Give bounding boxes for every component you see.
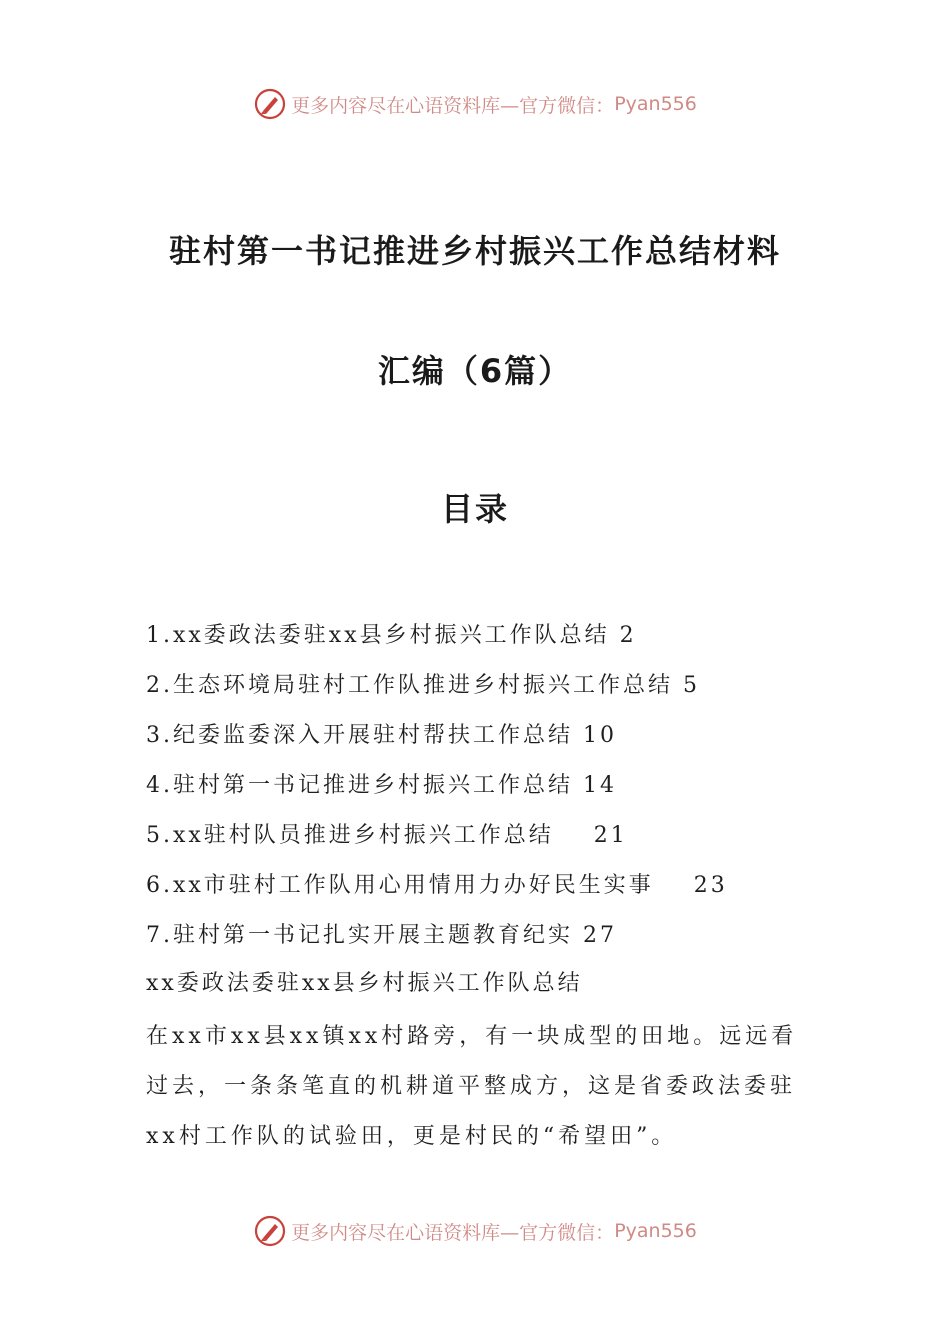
table-of-contents [146, 618, 826, 968]
section-heading: xx委政法委驻xx县乡村振兴工作队总结 [146, 971, 583, 996]
banner-wechat-id: Pyan556 [614, 1220, 697, 1242]
pen-logo-icon [253, 87, 287, 121]
toc-entry-1[interactable]: 1.xx委政法委驻xx县乡村振兴工作队总结 2 [146, 623, 637, 648]
toc-entry-2[interactable]: 2.生态环境局驻村工作队推进乡村振兴工作总结 5 [146, 673, 700, 698]
banner-text: 更多内容尽在心语资料库— [291, 94, 520, 117]
footer-watermark [0, 1211, 950, 1251]
toc-heading: 目录 [440, 490, 509, 528]
document-title-line-2: 汇编（6篇） [377, 352, 573, 390]
toc-entry-5[interactable]: 5.xx驻村队员推进乡村振兴工作总结 21 [146, 823, 628, 848]
section-paragraph: 在xx市xx县xx镇xx村路旁，有一块成型的田地。远远看过去，一条条笔直的机耕道平整成方，这是省委政法委驻xx村工作队的试验田，更是村民的“希望田”。 [146, 1024, 798, 1149]
banner-wechat-label: 官方微信： [519, 1221, 615, 1244]
document-title-line-1: 驻村第一书记推进乡村振兴工作总结材料 [168, 232, 781, 270]
banner-text: 更多内容尽在心语资料库— [291, 1221, 520, 1244]
banner-wechat-label: 官方微信： [519, 94, 615, 117]
toc-entry-3[interactable]: 3.纪委监委深入开展驻村帮扶工作总结 10 [146, 723, 617, 748]
header-watermark [0, 84, 950, 124]
banner-wechat-id: Pyan556 [614, 93, 697, 115]
pen-logo-icon [253, 1214, 287, 1248]
toc-entry-7[interactable]: 7.驻村第一书记扎实开展主题教育纪实 27 [146, 923, 617, 948]
toc-entry-4[interactable]: 4.驻村第一书记推进乡村振兴工作总结 14 [146, 773, 617, 798]
toc-entry-6[interactable]: 6.xx市驻村工作队用心用情用力办好民生实事 23 [146, 873, 728, 898]
